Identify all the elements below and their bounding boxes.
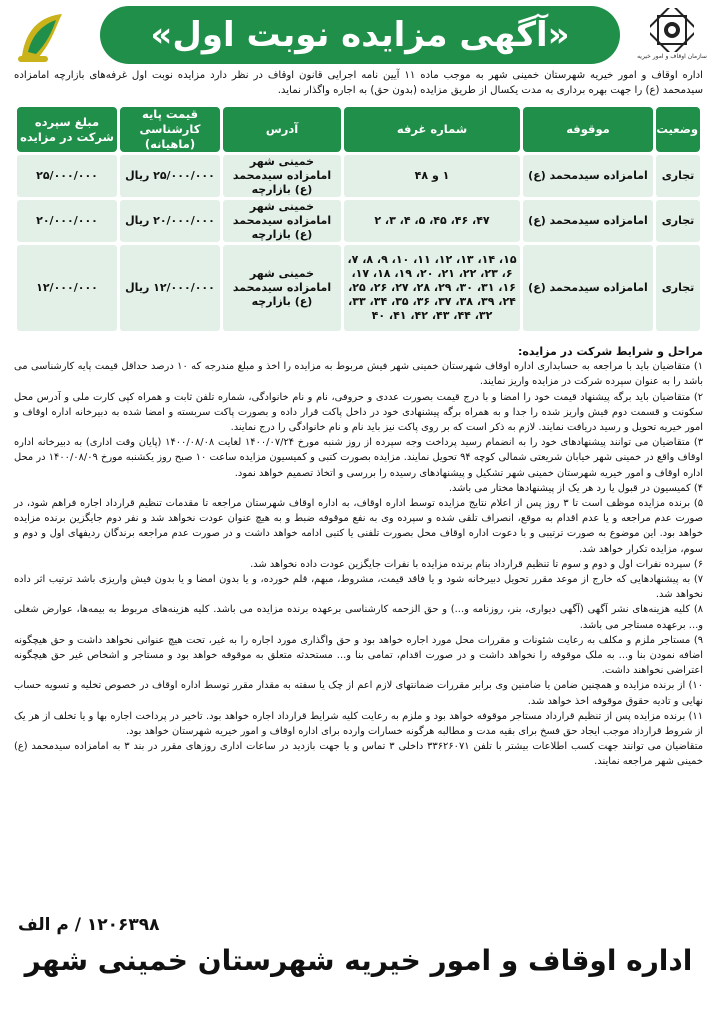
col-deposit: مبلغ سپرده شرکت در مزایده: [17, 107, 117, 152]
condition-item: ۱۱) برنده مزایده پس از تنظیم قرارداد مستاجر موقوفه خواهد بود و ملزم به رعایت کلیه شرایط قرارداد اجاره خواهد بود. تاخیر در پرداخت اجاره بها و یا تخلف از هر یک از شروط قرارداد موجب ایجاد حق فسخ برای بقیه مدت و مطالبه هرگونه خسارات وارده برای اداره اوقاف و امور خیریه شهرستان خواهد بود.: [14, 710, 703, 738]
footer-org-name: اداره اوقاف و امور خیریه شهرستان خمینی شهر: [24, 944, 693, 977]
cell-booth: ۴۷، ۴۶، ۴۵، ۵، ۴، ۳، ۲: [344, 200, 520, 242]
col-address: آدرس: [223, 107, 341, 152]
title-banner: [100, 6, 620, 64]
cell-deposit: ۲۵/۰۰۰/۰۰۰: [17, 155, 117, 197]
cell-base-price: ۱۲/۰۰۰/۰۰۰ ریال: [120, 245, 220, 331]
cell-endowment: امامزاده سیدمحمد (ع): [523, 245, 653, 331]
cell-endowment: امامزاده سیدمحمد (ع): [523, 200, 653, 242]
condition-item: ۸) کلیه هزینه‌های نشر آگهی (آگهی دیواری، بنر، روزنامه و...) و حق الزحمه کارشناسی برعهده برنده مزایده می باشد. کلیه هزینه‌های مربوط به بیمه‌ها، عوارض شغلی و... برعهده مستاجر می باشد.: [14, 604, 703, 631]
cell-address: خمینی شهر امامزاده سیدمحمد (ع) بازارچه: [223, 200, 341, 242]
table-row: [17, 245, 700, 331]
cell-address: خمینی شهر امامزاده سیدمحمد (ع) بازارچه: [223, 155, 341, 197]
condition-item: ۳) متقاضیان می توانند پیشنهادهای خود را به انضمام رسید پرداخت وجه سپرده از روز شنبه مورخ ۱۴۰۰/۰۷/۲۴ لغایت ۱۴۰۰/۰۸/۰۸ (پایان وقت اداری) به دبیرخانه اداره اوقاف واقع در خمینی شهر خیابان شریعتی شمالی کوچه ۹۴ تحویل نمایند. مزایده بصورت کتبی و کمیسیون مزایده ساعت ۱۰ صبح روز یکشنبه مورخ ۱۴۰۰/۰۸/۰۹ در محل اداره اوقاف و امور خیریه شهرستان خمینی شهر تشکیل و پیشنهادهای رسیده را بررسی و اتخاذ تصمیم خواهد نمود.: [14, 437, 703, 479]
conditions-title: مراحل و شرایط شرکت در مزایده:: [518, 345, 703, 358]
cell-base-price: ۲۵/۰۰۰/۰۰۰ ریال: [120, 155, 220, 197]
cell-status: تجاری: [656, 245, 700, 331]
endowment-emblem: [637, 8, 707, 66]
newspaper-logo: [12, 8, 70, 66]
cell-deposit: ۱۲/۰۰۰/۰۰۰: [17, 245, 117, 331]
cell-status: تجاری: [656, 155, 700, 197]
cell-booth: ۱ و ۴۸: [344, 155, 520, 197]
page-title: «آگهی مزایده نوبت اول»: [150, 15, 570, 55]
emblem-icon: [650, 8, 694, 52]
cell-endowment: امامزاده سیدمحمد (ع): [523, 155, 653, 197]
condition-item: ۷) به پیشنهادهایی که خارج از موعد مقرر تحویل دبیرخانه شود و یا فاقد قیمت، مشروط، مبهم، قلم خورده، و یا بدون امضا و یا بدون فیش واریزی باشد ترتیب اثر داده نخواهد شد.: [14, 574, 703, 601]
col-endowment: موقوفه: [523, 107, 653, 152]
cell-deposit: ۲۰/۰۰۰/۰۰۰: [17, 200, 117, 242]
col-status: وضعیت: [656, 107, 700, 152]
col-booth: شماره غرفه: [344, 107, 520, 152]
table-header-row: [17, 107, 700, 152]
table-row: [17, 200, 700, 242]
condition-item: ۶) سپرده نفرات اول و دوم و سوم تا تنظیم قرارداد بنام برنده مزایده با نفرات جایگزین عودت داده نخواهد شد.: [250, 558, 703, 570]
cell-base-price: ۲۰/۰۰۰/۰۰۰ ریال: [120, 200, 220, 242]
col-base-price: قیمت پایه کارشناسی (ماهیانه): [120, 107, 220, 152]
conditions-section: [14, 344, 703, 770]
condition-item: ۹) مستاجر ملزم و مکلف به رعایت شئونات و مقررات محل مورد اجاره خواهد بود و حق واگذاری مورد اجاره را به غیر، تحت هیچ عنوانی نخواهد داشت و حق هیچگونه اضافه نمودن بنا و... به ملک موقوفه را نخواهد داشت و در صورت اقدام، تمامی بنا و... مستحدثه متعلق به موقوفه خواهد بود و مستاجر و اشخاص غیر حق هیچگونه اعتراضی نخواهند داشت.: [14, 634, 703, 677]
condition-item: ۲) متقاضیان باید برگه پیشنهاد قیمت خود را امضا و با درج قیمت بصورت عددی و حروفی، نام و نام خانوادگی، شماره تلفن ثابت و همراه کپی کارت ملی و آدرس محل سکونت و قسمت دوم فیش واریز شده را جدا و به همراه برگه پیشنهادی خود در داخل پاکت قرار داده و بصورت پاکت سربسته و امضا شده به دبیرخانه اداره اوقاف و امور خیریه تحویل و رسید دریافت نمایند. لازم به ذکر است که بر روی پاکت نیز باید نام و نام خانوادگی را درج نمایند.: [14, 391, 703, 434]
auction-table: [14, 104, 703, 334]
header: [8, 6, 709, 68]
condition-item: ۱۰) از برنده مزایده و همچنین ضامن یا ضامنین وی برابر مقررات ضمانتهای لازم اعم از چک یا سفته به مقدار مقرر توسط اداره اوقاف در خصوص تخلیه و تسویه حساب نهایی و تادیه حقوق موقوفه اخذ خواهد شد.: [14, 680, 703, 707]
intro-text: اداره اوقاف و امور خیریه شهرستان خمینی شهر به موجب ماده ۱۱ آیین نامه اجرایی قانون اوقاف در نظر دارد مزایده نوبت اول غرفه‌های بازارچه امامزاده سیدمحمد (ع) را جهت بهره برداری به مدت یکسال از طریق مزایده (بدون حق) به اجاره واگذار نماید.: [14, 70, 703, 96]
condition-item: ۴) کمیسیون در قبول یا رد هر یک از پیشنهادها مختار می باشد.: [448, 482, 703, 494]
condition-item: متقاضیان می توانند جهت کسب اطلاعات بیشتر با تلفن ۳۳۶۲۶۰۷۱ داخلی ۳ تماس و یا جهت بازدید در ساعات اداری روزهای مقرر در بند ۳ به امامزاده سیدمحمد (ع) خمینی شهر مراجعه نمایند.: [14, 741, 703, 768]
emblem-org-name: سازمان اوقاف و امور خیریه: [637, 53, 707, 60]
condition-item: ۵) برنده مزایده موظف است تا ۳ روز پس از اعلام نتایج مزایده توسط اداره اوقاف، به اداره اوقاف شهرستان مراجعه تا مقدمات تنظیم قرارداد اجاره فراهم شود، در صورت عدم مراجعه و یا عدم اقدام به موقع، انصراف تلقی شده و سپرده وی به نفع موقوفه ضبط و به هیچ عنوان عودت نخواهد شد و نفر دوم جایگزین برنده مزایده خواهد بود. این موضوع به صورت ترتیبی و با دعوت اداره اوقاف محل بصورت تلفنی یا کتبی ادامه خواهد داشت و در صورت عدم مراجعه برندگان ردیفهای اول و دوم و سوم، مزایده تکرار خواهد شد.: [14, 498, 703, 555]
cell-address: خمینی شهر امامزاده سیدمحمد (ع) بازارچه: [223, 245, 341, 331]
logo-icon: [12, 8, 70, 66]
condition-item: ۱) متقاضیان باید با مراجعه به حسابداری اداره اوقاف شهرستان خمینی شهر فیش مربوط به مزایده را اخذ و مبلغ مندرجه که ۱۰ درصد حداقل قیمت پایه کارشناسی می باشد را به عنوان سپرده شرکت در مزایده واریز نمایند.: [14, 361, 703, 388]
cell-booth: ۱۵، ۱۴، ۱۳، ۱۲، ۱۱، ۱۰، ۹، ۸، ۷، ۶، ۲۳، ۲۲، ۲۱، ۲۰، ۱۹، ۱۸، ۱۷، ۱۶، ۳۱، ۳۰، ۲۹، ۲۸، ۲۷، ۲۶، ۲۵، ۲۴، ۳۹، ۳۸، ۳۷، ۳۶، ۳۵، ۳۴، ۳۳، ۳۲، ۴۴، ۴۳، ۴۲، ۴۱، ۴۰: [344, 245, 520, 331]
ad-code: ۱۲۰۶۳۹۸ / م الف: [18, 915, 160, 935]
cell-status: تجاری: [656, 200, 700, 242]
table-row: [17, 155, 700, 197]
